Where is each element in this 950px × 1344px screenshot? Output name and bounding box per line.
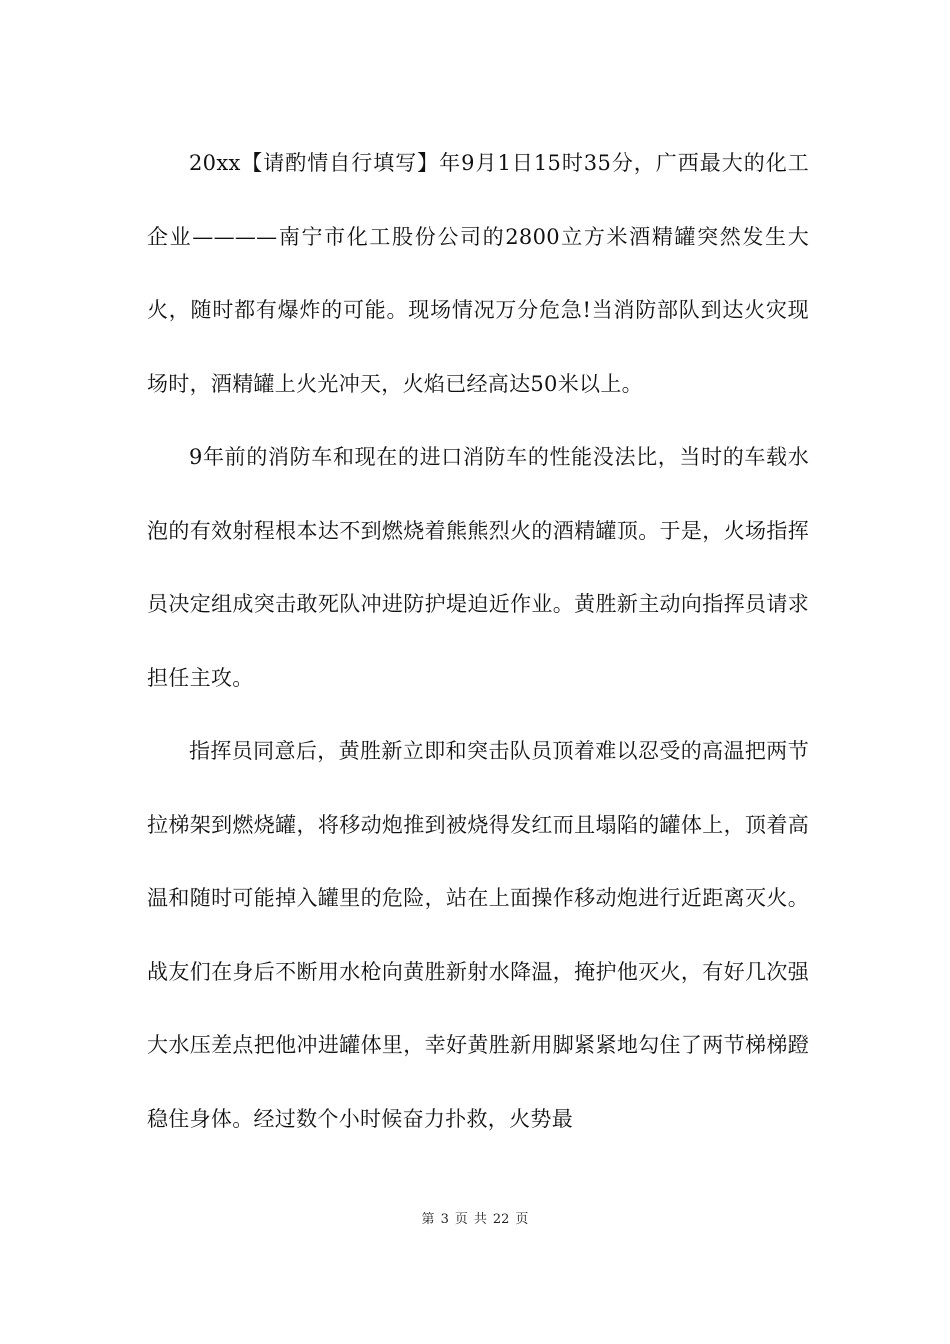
footer-total-pages: 22	[492, 1212, 510, 1227]
paragraph-3: 指挥员同意后，黄胜新立即和突击队员顶着难以忍受的高温把两节拉梯架到燃烧罐，将移动炮推到被烧得发红而且塌陷的罐体上，顶着高温和随时可能掉入罐里的危险，站在上面操作移动炮进行近距离灭火。战友们在身后不断用水枪向黄胜新射水降温，掩护他灭火，有好几次强大水压差点把他冲进罐体里，幸好黄胜新用脚紧紧地勾住了两节梯梯蹬稳住身体。经过数个小时候奋力扑救，火势最	[147, 739, 809, 1131]
page-footer	[0, 1208, 950, 1227]
footer-current-page: 3	[440, 1212, 449, 1227]
footer-prefix: 第	[421, 1212, 435, 1227]
footer-suffix: 页	[515, 1212, 529, 1227]
document-body	[147, 127, 809, 1156]
footer-page-label: 页	[454, 1212, 468, 1227]
footer-total-label: 共	[473, 1212, 487, 1227]
paragraph-2: 9年前的消防车和现在的进口消防车的性能没法比，当时的车载水泡的有效射程根本达不到燃烧着熊熊烈火的酒精罐顶。于是，火场指挥员决定组成突击敢死队冲进防护堤迫近作业。黄胜新主动向指挥员请求担任主攻。	[147, 445, 809, 690]
paragraph-1: 20xx【请酌情自行填写】年9月1日15时35分，广西最大的化工企业————南宁市化工股份公司的2800立方米酒精罐突然发生大火，随时都有爆炸的可能。现场情况万分危急!当消防部队到达火灾现场时，酒精罐上火光冲天，火焰已经高达50米以上。	[147, 151, 809, 396]
